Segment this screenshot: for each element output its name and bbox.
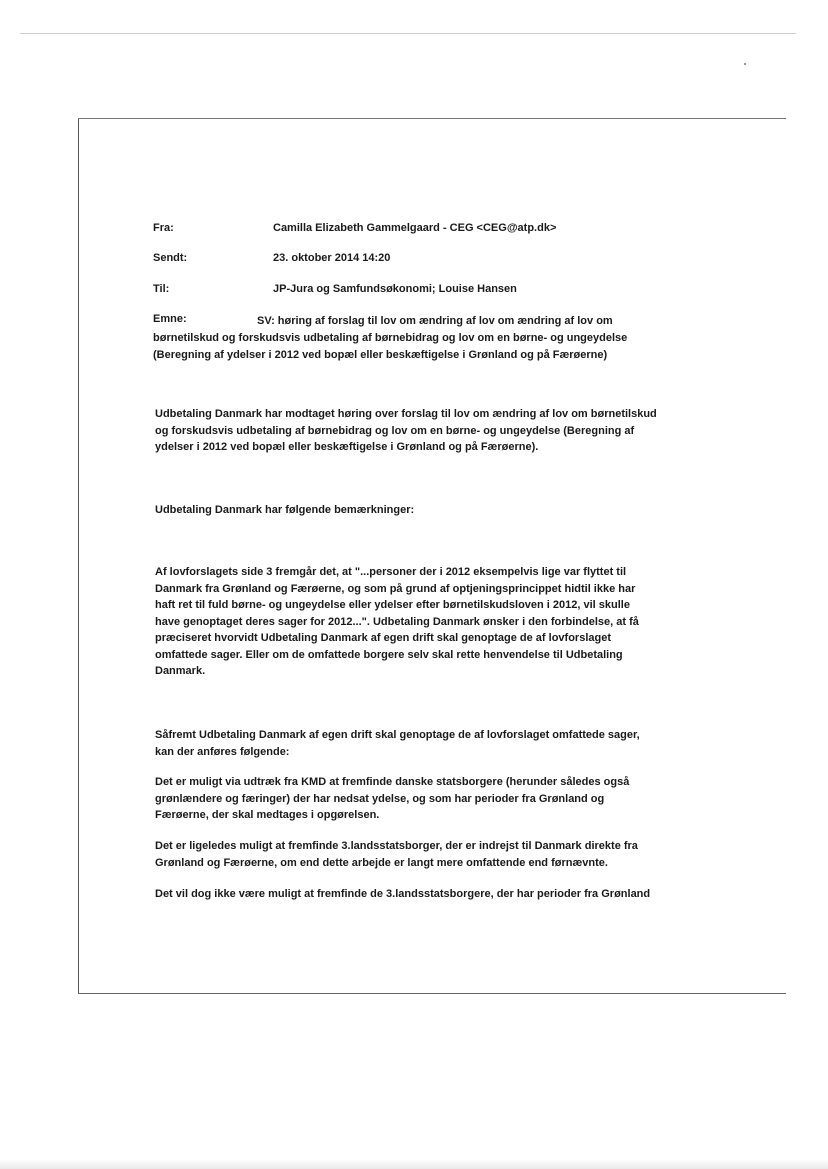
paragraph-5	[155, 774, 670, 824]
paragraph-6	[155, 838, 670, 871]
paragraph-1	[155, 406, 670, 456]
scan-speck	[744, 63, 746, 65]
text-line: Færøerne, der skal medtages i opgørelsen.	[155, 809, 380, 821]
to-label: Til:	[153, 283, 170, 295]
to-value: JP-Jura og Samfundsøkonomi; Louise Hansen	[273, 283, 517, 295]
text-line: Danmark fra Grønland og Færøerne, og som på grund af optjeningsprincippet hidtil ikke har	[155, 582, 636, 595]
sent-value: 23. oktober 2014 14:20	[273, 252, 391, 264]
text-line: grønlændere og færinger) der har nedsat ydelse, og som har perioder fra Grønland og	[155, 792, 605, 805]
top-rule	[20, 33, 796, 34]
text-line: Det er ligeledes muligt at fremfinde 3.landsstatsborger, der er indrejst til Danmark direkte fra	[155, 840, 638, 852]
text-line: kan der anføres følgende:	[155, 745, 290, 758]
text-line: Grønland og Færøerne, om end dette arbejde er langt mere omfattende end førnævnte.	[155, 856, 608, 869]
paragraph-3	[155, 564, 670, 680]
text-line: have genoptaget deres sager for 2012...". Udbetaling Danmark ønsker i den forbindelse, at få	[155, 615, 639, 628]
text-line: haft ret til fuld børne- og ungeydelse eller ydelser efter børnetilskudsloven i 2012, vil skulle	[155, 599, 630, 611]
text-line: Udbetaling Danmark har modtaget høring over forslag til lov om ændring af lov om børnetilskud	[155, 408, 657, 420]
from-value: Camilla Elizabeth Gammelgaard - CEG <CEG@atp.dk>	[273, 222, 557, 234]
subject-label: Emne:	[153, 313, 187, 325]
scan-bottom-edge	[0, 1159, 828, 1169]
paragraph-7	[155, 886, 670, 903]
sent-label: Sendt:	[153, 252, 188, 264]
text-line: Det er muligt via udtræk fra KMD at fremfinde danske statsborgere (herunder således også	[155, 776, 630, 788]
text-line: og forskudsvis udbetaling af børnebidrag og lov om en børne- og ungeydelse (Beregning af	[155, 424, 635, 437]
text-line: Udbetaling Danmark har følgende bemærkninger:	[155, 504, 415, 516]
text-line: Danmark.	[155, 665, 206, 677]
text-line: Af lovforslagets side 3 fremgår det, at "...personer der i 2012 eksempelvis lige var flyttet til	[155, 566, 627, 578]
subject-value: SV: høring af forslag til lov om ændring af lov om ændring af lov om børnetilskud og forskudsvis udbetaling af børnebidrag og lov om en børne- og ungeydelse (Beregning af ydelser i 2012 ved bopæl eller beskæftigelse i Grønland og på Færøerne)	[153, 315, 628, 361]
paragraph-2	[155, 502, 670, 519]
paragraph-4	[155, 727, 670, 760]
text-line: Det vil dog ikke være muligt at fremfinde de 3.landsstatsborgere, der har perioder fra Grønland	[155, 888, 651, 900]
text-line: ydelser i 2012 ved bopæl eller beskæftigelse i Grønland og på Færøerne).	[155, 441, 539, 453]
text-line: omfattede sager. Eller om de omfattede borgere selv skal rette henvendelse til Udbetaling	[155, 648, 623, 661]
text-line: Såfremt Udbetaling Danmark af egen drift skal genoptage de af lovforslaget omfattede sager,	[155, 729, 640, 741]
text-line: præciseret hvorvidt Udbetaling Danmark af egen drift skal genoptage de af lovforslaget	[155, 632, 611, 644]
from-label: Fra:	[153, 222, 174, 234]
